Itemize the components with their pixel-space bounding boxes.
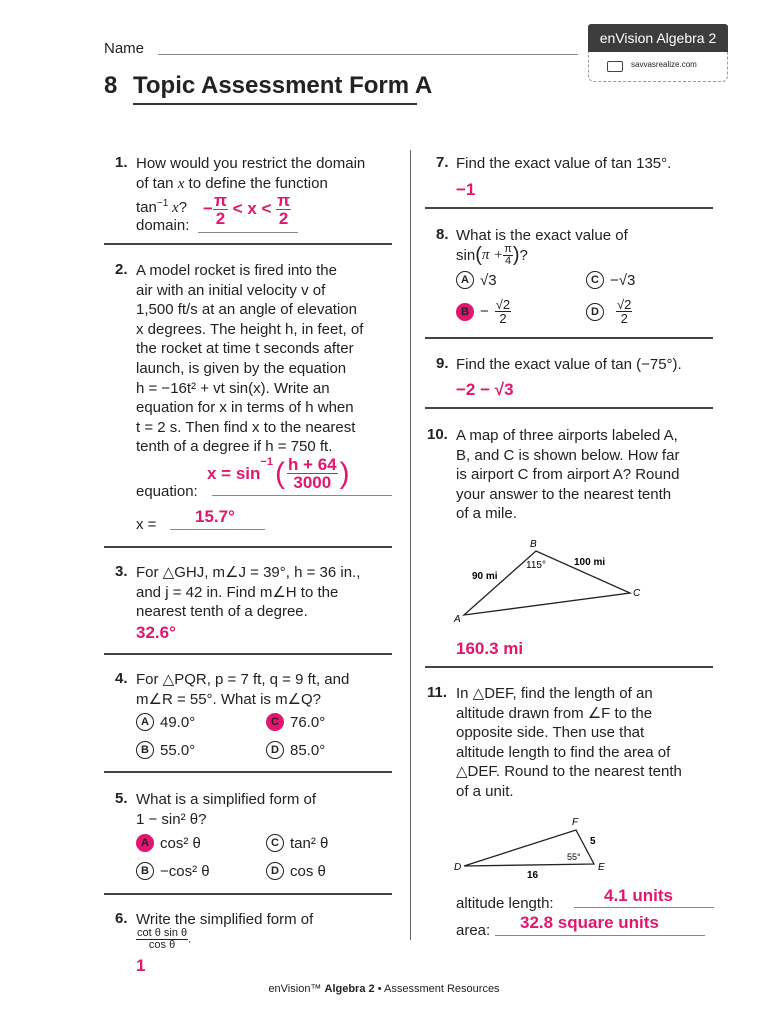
page-title: Topic Assessment Form A bbox=[133, 72, 433, 99]
q3-number: 3. bbox=[115, 563, 128, 580]
footer-sep: • bbox=[377, 983, 382, 995]
footer-product: Algebra 2 bbox=[324, 983, 375, 995]
q2-equation-label: equation: bbox=[136, 483, 198, 500]
q5-text: What is a simplified form of 1 − sin² θ? bbox=[136, 791, 317, 828]
q11-area-label: area: bbox=[456, 922, 491, 939]
name-field[interactable] bbox=[158, 54, 578, 55]
q2-number: 2. bbox=[115, 261, 128, 278]
q8-text: What is the exact value of bbox=[456, 227, 628, 244]
q4-divider bbox=[104, 771, 392, 773]
q8-divider bbox=[425, 337, 713, 339]
topic-number: 8 bbox=[104, 72, 118, 99]
q1-number: 1. bbox=[115, 154, 128, 171]
q10-divider bbox=[425, 666, 713, 668]
q7-divider bbox=[425, 207, 713, 209]
q11-area-blank[interactable] bbox=[495, 935, 705, 936]
q10-answer: 160.3 mi bbox=[456, 639, 524, 658]
q7-number: 7. bbox=[436, 154, 449, 171]
footer bbox=[0, 983, 768, 995]
q5-choice-a[interactable]: A cos² θ bbox=[136, 834, 201, 852]
q10-vertex-a: A bbox=[454, 614, 461, 625]
q9-text: Find the exact value of tan (−75°). bbox=[456, 356, 682, 373]
q1-answer: − $\frac{\pi}{2}$ < x < $\frac{\pi}{2}$ bbox=[203, 191, 291, 228]
q10-vertex-b: B bbox=[530, 539, 537, 550]
q8-number: 8. bbox=[436, 226, 449, 243]
q6-number: 6. bbox=[115, 910, 128, 927]
q3-divider bbox=[104, 653, 392, 655]
q11-area-answer: 32.8 square units bbox=[520, 913, 659, 932]
q1-domain-blank[interactable] bbox=[198, 232, 298, 233]
q10-side-ab: 90 mi bbox=[472, 571, 498, 582]
q7-text: Find the exact value of tan 135°. bbox=[456, 155, 672, 172]
q5-choice-c[interactable]: C tan² θ bbox=[266, 834, 328, 852]
q2-equation-answer: x = sin $^{-1}$ ( $\frac{h + 64}{3000}$ ) bbox=[207, 455, 350, 492]
q5-choice-b[interactable]: B −cos² θ bbox=[136, 862, 210, 880]
column-divider bbox=[410, 150, 411, 940]
q1-text: How would you restrict the domain of tan x to define the function $\tan^{-1} x$? bbox=[136, 155, 366, 217]
q9-answer: −2 − √3 bbox=[456, 380, 514, 399]
q11-side-de: 16 bbox=[527, 870, 539, 881]
q2-x-blank[interactable] bbox=[170, 529, 265, 530]
q9-divider bbox=[425, 407, 713, 409]
q8-choice-c[interactable]: C −√3 bbox=[586, 271, 635, 289]
q11-vertex-f: F bbox=[572, 817, 579, 828]
q10-text: A map of three airports labeled A, B, and C is shown below. How far is airport C from airport A? Round your answer to the nearest tenth of a mile. bbox=[456, 427, 680, 523]
footer-brand: enVision™ bbox=[268, 983, 322, 995]
q11-triangle-figure bbox=[450, 812, 620, 882]
q1-divider bbox=[104, 243, 392, 245]
q7-answer: −1 bbox=[456, 180, 476, 199]
q8-choice-b[interactable]: B − $\frac{√2}{2}$ bbox=[456, 298, 511, 325]
name-label: Name bbox=[104, 40, 145, 57]
q11-number: 11. bbox=[427, 684, 448, 701]
q4-choice-d[interactable]: D 85.0° bbox=[266, 741, 325, 759]
q11-vertex-d: D bbox=[454, 862, 462, 873]
q11-altitude-label: altitude length: bbox=[456, 895, 554, 912]
title-underline bbox=[133, 103, 417, 105]
q5-choice-d[interactable]: D cos θ bbox=[266, 862, 326, 880]
q8-choice-a[interactable]: A √3 bbox=[456, 271, 497, 289]
q5-divider bbox=[104, 893, 392, 895]
q2-x-answer: 15.7° bbox=[195, 507, 235, 526]
q11-altitude-blank[interactable] bbox=[574, 907, 714, 908]
q4-choice-b[interactable]: B 55.0° bbox=[136, 741, 195, 759]
q2-x-label: x = bbox=[136, 516, 157, 533]
q11-vertex-e: E bbox=[598, 862, 605, 873]
device-icon bbox=[607, 61, 623, 72]
q8-choice-d[interactable]: D $\frac{√2}{2}$ bbox=[586, 298, 632, 325]
q4-choice-a[interactable]: A 49.0° bbox=[136, 713, 195, 731]
brand-url: savvasrealize.com bbox=[631, 60, 697, 69]
q9-number: 9. bbox=[436, 355, 449, 372]
q10-number: 10. bbox=[427, 426, 448, 443]
q6-text: Write the simplified form of bbox=[136, 911, 314, 928]
q10-angle-b: 115° bbox=[526, 560, 546, 571]
q2-text: A model rocket is fired into the air with an initial velocity v of 1,500 ft/s at an angle of elevation x degrees. The height h, in feet, of the rocket at time t seconds after launch, is given by the equation h = −16t² + vt sin(x). Write an equation for x in terms of h when t = 2 s. Then find x to the nearest tenth of a degree if h = 750 ft. bbox=[136, 262, 364, 456]
q11-text: In △DEF, find the length of an altitude drawn from ∠F to the opposite side. Then use that altitude length to find the area of △DEF. Round to the nearest tenth of a unit. bbox=[456, 685, 682, 800]
q10-vertex-c: C bbox=[633, 588, 641, 599]
q1-domain-label: domain: bbox=[136, 217, 190, 234]
q2-equation-blank[interactable] bbox=[212, 495, 392, 496]
q6-answer: 1 bbox=[136, 956, 146, 975]
q6-expression: $\frac{\text{cot θ sin θ}}{\text{cos θ}}$ . bbox=[137, 927, 192, 951]
q11-side-fe: 5 bbox=[590, 836, 596, 847]
q11-altitude-answer: 4.1 units bbox=[604, 886, 673, 905]
brand-logo: enVision Algebra 2 bbox=[588, 24, 728, 52]
q4-choice-c[interactable]: C 76.0° bbox=[266, 713, 325, 731]
q10-side-bc: 100 mi bbox=[574, 557, 606, 568]
q3-text: For △GHJ, m∠J = 39°, h = 36 in., and j = 42 in. Find m∠H to the nearest tenth of a degree. bbox=[136, 564, 361, 621]
q2-divider bbox=[104, 546, 392, 548]
q3-answer: 32.6° bbox=[136, 623, 176, 642]
q11-angle-e: 55° bbox=[567, 852, 581, 862]
brand-url-box bbox=[588, 52, 728, 82]
q4-number: 4. bbox=[115, 670, 128, 687]
q8-expression: sin ( π + $\frac{\pi}{4}$ ) ? bbox=[456, 243, 528, 267]
q4-text: For △PQR, p = 7 ft, q = 9 ft, and m∠R = 55°. What is m∠Q? bbox=[136, 671, 350, 708]
q10-triangle-figure bbox=[450, 535, 650, 625]
footer-text: Assessment Resources bbox=[384, 983, 500, 995]
q5-number: 5. bbox=[115, 790, 128, 807]
